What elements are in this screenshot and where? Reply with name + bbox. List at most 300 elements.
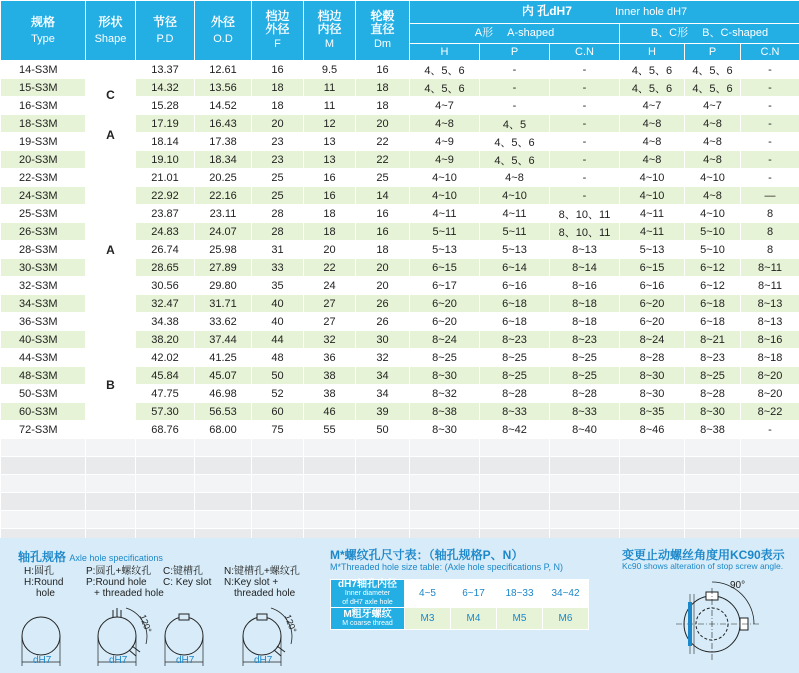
empty-cell bbox=[356, 493, 410, 511]
cell-bh: 8~30 bbox=[620, 385, 685, 403]
empty-cell bbox=[252, 475, 304, 493]
cell-m: 11 bbox=[304, 97, 356, 115]
cell-bp: 8~28 bbox=[685, 385, 741, 403]
cell-ah: 6~20 bbox=[410, 313, 480, 331]
axle-h-label: H:圆孔 H:Round hole bbox=[24, 566, 64, 599]
cell-bcn: - bbox=[741, 61, 799, 79]
col-a-h: H bbox=[410, 44, 480, 61]
cell-ap: 8~42 bbox=[480, 421, 550, 439]
cell-od: 16.43 bbox=[195, 115, 252, 133]
cell-ap: 6~14 bbox=[480, 259, 550, 277]
col-pd: 节径 P.D bbox=[136, 1, 195, 61]
cell-m: 32 bbox=[304, 331, 356, 349]
cell-dm: 18 bbox=[356, 97, 410, 115]
cell-dm: 34 bbox=[356, 385, 410, 403]
cell-acn: 8~16 bbox=[550, 277, 620, 295]
cell-m: 27 bbox=[304, 313, 356, 331]
cell-bcn: 8~20 bbox=[741, 367, 799, 385]
col-a-cn: C.N bbox=[550, 44, 620, 61]
cell-ah: 8~30 bbox=[410, 421, 480, 439]
cell-bh: 4~8 bbox=[620, 133, 685, 151]
cell-dm: 34 bbox=[356, 367, 410, 385]
empty-cell bbox=[1, 457, 86, 475]
cell-acn: - bbox=[550, 133, 620, 151]
cell-od: 31.71 bbox=[195, 295, 252, 313]
empty-cell bbox=[1, 475, 86, 493]
cell-m: 27 bbox=[304, 295, 356, 313]
empty-row bbox=[1, 511, 799, 529]
cell-bcn: 8 bbox=[741, 205, 799, 223]
cell-bp: 4、5、6 bbox=[685, 79, 741, 97]
col-a-p: P bbox=[480, 44, 550, 61]
cell-f: 20 bbox=[252, 115, 304, 133]
cell-type: 48-S3M bbox=[1, 367, 86, 385]
empty-cell bbox=[620, 439, 685, 457]
cell-f: 23 bbox=[252, 151, 304, 169]
cell-type: 28-S3M bbox=[1, 241, 86, 259]
cell-ap: 8~23 bbox=[480, 331, 550, 349]
cell-pd: 26.74 bbox=[136, 241, 195, 259]
cell-ah: 8~32 bbox=[410, 385, 480, 403]
cell-bcn: 8~18 bbox=[741, 349, 799, 367]
cell-f: 52 bbox=[252, 385, 304, 403]
empty-cell bbox=[195, 475, 252, 493]
empty-cell bbox=[86, 511, 136, 529]
empty-cell bbox=[685, 475, 741, 493]
cell-dm: 20 bbox=[356, 259, 410, 277]
cell-type: 18-S3M bbox=[1, 115, 86, 133]
cell-od: 12.61 bbox=[195, 61, 252, 79]
cell-dm: 25 bbox=[356, 169, 410, 187]
col-bc-p: P bbox=[685, 44, 741, 61]
cell-ah: 4~9 bbox=[410, 151, 480, 169]
cell-bp: 4~7 bbox=[685, 97, 741, 115]
cell-m: 20 bbox=[304, 241, 356, 259]
cell-type: 32-S3M bbox=[1, 277, 86, 295]
cell-pd: 34.38 bbox=[136, 313, 195, 331]
cell-ah: 6~15 bbox=[410, 259, 480, 277]
cell-dm: 22 bbox=[356, 151, 410, 169]
cell-f: 23 bbox=[252, 133, 304, 151]
cell-dm: 30 bbox=[356, 331, 410, 349]
cell-type: 14-S3M bbox=[1, 61, 86, 79]
thread-size-cell: M4 bbox=[451, 608, 497, 630]
col-type: 规格 Type bbox=[1, 1, 86, 61]
cell-od: 45.07 bbox=[195, 367, 252, 385]
cell-od: 22.16 bbox=[195, 187, 252, 205]
col-bc-shaped: B、C形 B、C-shaped bbox=[620, 24, 799, 44]
empty-cell bbox=[741, 493, 799, 511]
cell-acn: 8~14 bbox=[550, 259, 620, 277]
empty-cell bbox=[741, 511, 799, 529]
empty-cell bbox=[410, 439, 480, 457]
cell-ap: - bbox=[480, 79, 550, 97]
cell-od: 17.38 bbox=[195, 133, 252, 151]
cell-bh: 8~28 bbox=[620, 349, 685, 367]
dh7-label-n: dH7 bbox=[254, 655, 273, 666]
cell-bh: 4~11 bbox=[620, 223, 685, 241]
cell-bp: 8~38 bbox=[685, 421, 741, 439]
cell-bh: 8~46 bbox=[620, 421, 685, 439]
empty-cell bbox=[195, 493, 252, 511]
cell-pd: 32.47 bbox=[136, 295, 195, 313]
cell-pd: 14.32 bbox=[136, 79, 195, 97]
cell-bh: 8~35 bbox=[620, 403, 685, 421]
empty-cell bbox=[356, 475, 410, 493]
cell-bcn: — bbox=[741, 187, 799, 205]
cell-f: 16 bbox=[252, 61, 304, 79]
cell-bcn: 8~22 bbox=[741, 403, 799, 421]
empty-row bbox=[1, 493, 799, 511]
cell-m: 13 bbox=[304, 133, 356, 151]
cell-type: 20-S3M bbox=[1, 151, 86, 169]
empty-cell bbox=[685, 439, 741, 457]
cell-bh: 4、5、6 bbox=[620, 61, 685, 79]
cell-bcn: - bbox=[741, 79, 799, 97]
empty-cell bbox=[410, 475, 480, 493]
cell-m: 18 bbox=[304, 205, 356, 223]
table-row bbox=[1, 61, 799, 79]
empty-cell bbox=[550, 457, 620, 475]
empty-cell bbox=[410, 457, 480, 475]
cell-dm: 26 bbox=[356, 313, 410, 331]
cell-bp: 5~10 bbox=[685, 223, 741, 241]
empty-cell bbox=[252, 511, 304, 529]
empty-cell bbox=[304, 475, 356, 493]
cell-ah: 8~25 bbox=[410, 349, 480, 367]
col-od: 外径 O.D bbox=[195, 1, 252, 61]
cell-m: 36 bbox=[304, 349, 356, 367]
cell-bh: 6~20 bbox=[620, 295, 685, 313]
empty-row bbox=[1, 475, 799, 493]
cell-type: 36-S3M bbox=[1, 313, 86, 331]
cell-od: 37.44 bbox=[195, 331, 252, 349]
cell-dm: 16 bbox=[356, 223, 410, 241]
cell-f: 18 bbox=[252, 97, 304, 115]
empty-cell bbox=[195, 439, 252, 457]
col-m: 档边 内径 M bbox=[304, 1, 356, 61]
cell-od: 24.07 bbox=[195, 223, 252, 241]
empty-cell bbox=[1, 439, 86, 457]
cell-bp: 6~18 bbox=[685, 295, 741, 313]
cell-ap: - bbox=[480, 97, 550, 115]
cell-acn: - bbox=[550, 97, 620, 115]
cell-ap: 6~16 bbox=[480, 277, 550, 295]
cell-bcn: 8~13 bbox=[741, 313, 799, 331]
cell-ap: 4~8 bbox=[480, 169, 550, 187]
thread-range-cell: 18~33 bbox=[497, 580, 543, 608]
cell-ap: 4、5 bbox=[480, 115, 550, 133]
empty-cell bbox=[86, 493, 136, 511]
cell-bcn: 8~11 bbox=[741, 277, 799, 295]
cell-bh: 4~11 bbox=[620, 205, 685, 223]
cell-ah: 4~10 bbox=[410, 169, 480, 187]
cell-bcn: - bbox=[741, 97, 799, 115]
cell-bh: 4~10 bbox=[620, 169, 685, 187]
cell-type: 44-S3M bbox=[1, 349, 86, 367]
cell-acn: - bbox=[550, 169, 620, 187]
cell-acn: 8、10、11 bbox=[550, 205, 620, 223]
empty-cell bbox=[480, 475, 550, 493]
empty-cell bbox=[356, 511, 410, 529]
cell-m: 24 bbox=[304, 277, 356, 295]
cell-acn: 8~18 bbox=[550, 313, 620, 331]
cell-od: 41.25 bbox=[195, 349, 252, 367]
cell-od: 25.98 bbox=[195, 241, 252, 259]
empty-cell bbox=[480, 511, 550, 529]
cell-bp: 4~10 bbox=[685, 205, 741, 223]
empty-cell bbox=[741, 457, 799, 475]
cell-acn: 8~40 bbox=[550, 421, 620, 439]
cell-dm: 39 bbox=[356, 403, 410, 421]
thread-row2-header: M粗牙螺纹 M coarse thread bbox=[331, 608, 405, 630]
cell-dm: 20 bbox=[356, 115, 410, 133]
cell-m: 9.5 bbox=[304, 61, 356, 79]
cell-pd: 15.28 bbox=[136, 97, 195, 115]
cell-dm: 16 bbox=[356, 61, 410, 79]
cell-bcn: 8 bbox=[741, 241, 799, 259]
cell-ap: 6~18 bbox=[480, 295, 550, 313]
col-inner-hole: 内 孔dH7 Inner hole dH7 bbox=[410, 1, 799, 24]
thread-range-cell: 34~42 bbox=[543, 580, 589, 608]
cell-od: 13.56 bbox=[195, 79, 252, 97]
cell-dm: 16 bbox=[356, 205, 410, 223]
cell-dm: 20 bbox=[356, 277, 410, 295]
cell-m: 38 bbox=[304, 367, 356, 385]
cell-ap: 8~25 bbox=[480, 367, 550, 385]
cell-ap: 6~18 bbox=[480, 313, 550, 331]
cell-dm: 14 bbox=[356, 187, 410, 205]
cell-ap: 8~25 bbox=[480, 349, 550, 367]
cell-od: 68.00 bbox=[195, 421, 252, 439]
empty-cell bbox=[136, 457, 195, 475]
cell-m: 12 bbox=[304, 115, 356, 133]
cell-od: 14.52 bbox=[195, 97, 252, 115]
cell-ah: 4~10 bbox=[410, 187, 480, 205]
col-dm: 轮毂 直径 Dm bbox=[356, 1, 410, 61]
cell-type: 24-S3M bbox=[1, 187, 86, 205]
thread-size-cell: M3 bbox=[405, 608, 451, 630]
cell-pd: 42.02 bbox=[136, 349, 195, 367]
cell-type: 72-S3M bbox=[1, 421, 86, 439]
cell-f: 50 bbox=[252, 367, 304, 385]
thread-subtitle: M*Threaded hole size table: (Axle hole specifications P, N) bbox=[330, 562, 563, 572]
empty-cell bbox=[304, 457, 356, 475]
cell-ap: 4、5、6 bbox=[480, 151, 550, 169]
cell-bh: 5~13 bbox=[620, 241, 685, 259]
empty-cell bbox=[356, 457, 410, 475]
empty-cell bbox=[620, 475, 685, 493]
cell-m: 16 bbox=[304, 187, 356, 205]
cell-ap: - bbox=[480, 61, 550, 79]
cell-type: 30-S3M bbox=[1, 259, 86, 277]
cell-pd: 24.83 bbox=[136, 223, 195, 241]
cell-bh: 6~15 bbox=[620, 259, 685, 277]
empty-cell bbox=[550, 493, 620, 511]
cell-od: 46.98 bbox=[195, 385, 252, 403]
cell-bcn: - bbox=[741, 151, 799, 169]
cell-type: 60-S3M bbox=[1, 403, 86, 421]
shape-label: A bbox=[106, 127, 115, 142]
empty-cell bbox=[480, 493, 550, 511]
cell-bp: 4~10 bbox=[685, 169, 741, 187]
empty-cell bbox=[195, 457, 252, 475]
empty-cell bbox=[86, 457, 136, 475]
cell-ah: 4~9 bbox=[410, 133, 480, 151]
empty-cell bbox=[304, 493, 356, 511]
cell-bcn: - bbox=[741, 169, 799, 187]
cell-acn: 8~28 bbox=[550, 385, 620, 403]
cell-bh: 6~16 bbox=[620, 277, 685, 295]
axle-p-label: P:圆孔+螺纹孔 P:Round hole + threaded hole bbox=[86, 566, 164, 599]
cell-f: 28 bbox=[252, 223, 304, 241]
cell-f: 75 bbox=[252, 421, 304, 439]
cell-f: 28 bbox=[252, 205, 304, 223]
cell-dm: 18 bbox=[356, 241, 410, 259]
thread-title: M*螺纹孔尺寸表：（轴孔规格P、N） bbox=[330, 548, 524, 562]
cell-bp: 8~30 bbox=[685, 403, 741, 421]
cell-m: 55 bbox=[304, 421, 356, 439]
col-f: 档边 外径 F bbox=[252, 1, 304, 61]
cell-od: 27.89 bbox=[195, 259, 252, 277]
cell-m: 11 bbox=[304, 79, 356, 97]
cell-f: 60 bbox=[252, 403, 304, 421]
cell-type: 40-S3M bbox=[1, 331, 86, 349]
cell-f: 25 bbox=[252, 169, 304, 187]
empty-cell bbox=[410, 511, 480, 529]
empty-cell bbox=[252, 439, 304, 457]
empty-cell bbox=[741, 475, 799, 493]
cell-dm: 22 bbox=[356, 133, 410, 151]
cell-bcn: - bbox=[741, 421, 799, 439]
cell-acn: 8~25 bbox=[550, 349, 620, 367]
empty-cell bbox=[480, 457, 550, 475]
cell-f: 48 bbox=[252, 349, 304, 367]
cell-shape: B bbox=[86, 331, 136, 439]
empty-cell bbox=[136, 475, 195, 493]
empty-cell bbox=[685, 457, 741, 475]
cell-dm: 18 bbox=[356, 79, 410, 97]
cell-acn: 8~13 bbox=[550, 241, 620, 259]
cell-bp: 8~25 bbox=[685, 367, 741, 385]
cell-m: 13 bbox=[304, 151, 356, 169]
cell-f: 18 bbox=[252, 79, 304, 97]
cell-m: 16 bbox=[304, 169, 356, 187]
cell-bh: 4~8 bbox=[620, 115, 685, 133]
thread-size-cell: M5 bbox=[497, 608, 543, 630]
cell-ah: 8~24 bbox=[410, 331, 480, 349]
cell-bh: 4~7 bbox=[620, 97, 685, 115]
cell-m: 18 bbox=[304, 223, 356, 241]
cell-pd: 45.84 bbox=[136, 367, 195, 385]
empty-cell bbox=[356, 439, 410, 457]
cell-ah: 5~11 bbox=[410, 223, 480, 241]
cell-bcn: 8~20 bbox=[741, 385, 799, 403]
cell-f: 31 bbox=[252, 241, 304, 259]
cell-ap: 8~28 bbox=[480, 385, 550, 403]
cell-acn: - bbox=[550, 115, 620, 133]
empty-cell bbox=[741, 439, 799, 457]
cell-dm: 26 bbox=[356, 295, 410, 313]
cell-acn: 8~23 bbox=[550, 331, 620, 349]
cell-od: 20.25 bbox=[195, 169, 252, 187]
cell-pd: 28.65 bbox=[136, 259, 195, 277]
cell-bp: 4~8 bbox=[685, 133, 741, 151]
cell-ah: 8~38 bbox=[410, 403, 480, 421]
cell-m: 46 bbox=[304, 403, 356, 421]
axle-n-label: N:键槽孔+螺纹孔 N:Key slot + threaded hole bbox=[224, 566, 300, 599]
empty-cell bbox=[685, 511, 741, 529]
cell-bcn: 8~13 bbox=[741, 295, 799, 313]
cell-dm: 50 bbox=[356, 421, 410, 439]
cell-type: 34-S3M bbox=[1, 295, 86, 313]
cell-ah: 4~11 bbox=[410, 205, 480, 223]
cell-acn: 8~25 bbox=[550, 367, 620, 385]
cell-acn: - bbox=[550, 151, 620, 169]
cell-ah: 5~13 bbox=[410, 241, 480, 259]
cell-f: 40 bbox=[252, 295, 304, 313]
cell-acn: 8、10、11 bbox=[550, 223, 620, 241]
cell-type: 26-S3M bbox=[1, 223, 86, 241]
cell-bp: 8~23 bbox=[685, 349, 741, 367]
empty-cell bbox=[304, 439, 356, 457]
dh7-label-h: dH7 bbox=[33, 655, 52, 666]
empty-cell bbox=[550, 439, 620, 457]
cell-ap: 4~11 bbox=[480, 205, 550, 223]
cell-bcn: 8~11 bbox=[741, 259, 799, 277]
empty-cell bbox=[252, 493, 304, 511]
cell-ap: 5~13 bbox=[480, 241, 550, 259]
empty-cell bbox=[410, 493, 480, 511]
cell-acn: 8~33 bbox=[550, 403, 620, 421]
cell-bp: 4~8 bbox=[685, 115, 741, 133]
cell-bh: 4~8 bbox=[620, 151, 685, 169]
cell-bp: 4~8 bbox=[685, 187, 741, 205]
cell-type: 25-S3M bbox=[1, 205, 86, 223]
cell-ah: 6~17 bbox=[410, 277, 480, 295]
cell-acn: - bbox=[550, 79, 620, 97]
cell-bp: 8~21 bbox=[685, 331, 741, 349]
empty-cell bbox=[136, 511, 195, 529]
empty-cell bbox=[620, 493, 685, 511]
empty-cell bbox=[86, 439, 136, 457]
cell-type: 15-S3M bbox=[1, 79, 86, 97]
cell-pd: 23.87 bbox=[136, 205, 195, 223]
axle-c-label: C:键槽孔 C: Key slot bbox=[163, 566, 212, 588]
cell-ah: 4、5、6 bbox=[410, 61, 480, 79]
thread-table bbox=[330, 579, 589, 630]
cell-od: 33.62 bbox=[195, 313, 252, 331]
cell-pd: 68.76 bbox=[136, 421, 195, 439]
cell-acn: - bbox=[550, 61, 620, 79]
cell-f: 33 bbox=[252, 259, 304, 277]
dh7-label-p: dH7 bbox=[109, 655, 128, 666]
empty-cell bbox=[136, 493, 195, 511]
cell-bp: 4、5、6 bbox=[685, 61, 741, 79]
empty-cell bbox=[1, 511, 86, 529]
cell-bp: 6~18 bbox=[685, 313, 741, 331]
cell-od: 56.53 bbox=[195, 403, 252, 421]
cell-bp: 6~12 bbox=[685, 277, 741, 295]
cell-bh: 8~30 bbox=[620, 367, 685, 385]
col-shape: 形状 Shape bbox=[86, 1, 136, 61]
cell-f: 40 bbox=[252, 313, 304, 331]
cell-shape: A bbox=[86, 169, 136, 331]
empty-cell bbox=[86, 475, 136, 493]
table-row bbox=[1, 331, 799, 349]
cell-pd: 17.19 bbox=[136, 115, 195, 133]
stop-title: 变更止动螺丝角度用KC90表示 bbox=[622, 548, 785, 562]
